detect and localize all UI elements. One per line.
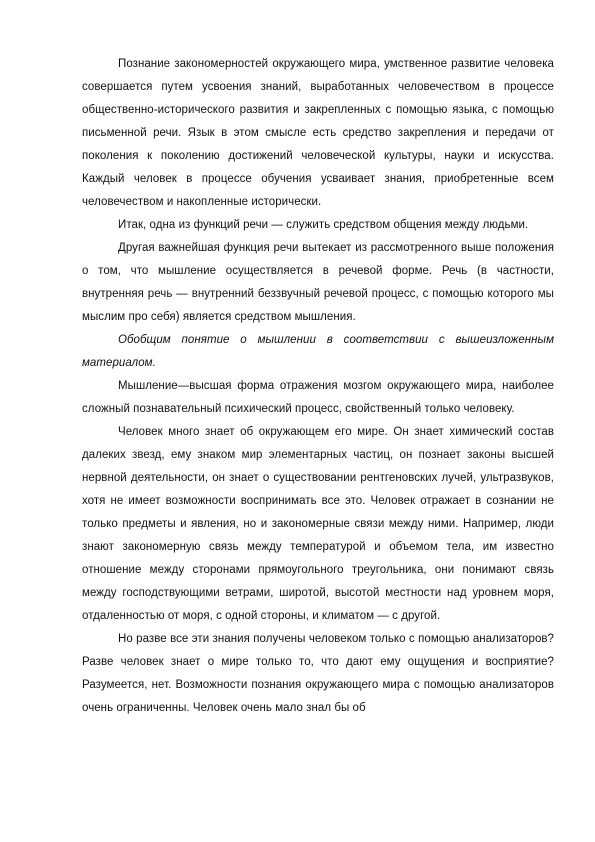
paragraph-2: Итак, одна из функций речи — служить средством общения между людьми. xyxy=(118,219,529,231)
document-body xyxy=(82,53,554,720)
paragraph-6: Человек много знает об окружающем его мире. Он знает химический состав далеких звезд, ему знаком мир элементарных частиц, он познает законы высшей нервной деятельности, он знает о существовании рентгеновских лучей, ультразвуков, хотя не имеет возможности воспринимать все это. Человек отражает в сознании не только предметы и явления, но и закономерные связи между ними. Например, люди знают закономерную связь между температурой и объемом тела, им известно отношение между сторонами прямоугольного треугольника, они понимают связь между господствующими ветрами, широтой, высотой местности над уровнем моря, отдаленностью от моря, с одной стороны, и климатом — с другой. xyxy=(82,426,554,622)
paragraph-5: Мышление—высшая форма отражения мозгом окружающего мира, наиболее сложный познавательный психический процесс, свойственный только человеку. xyxy=(82,380,554,415)
paragraph-7: Но разве все эти знания получены человеком только с помощью анализаторов? Разве человек знает о мире только то, что дают ему ощущения и восприятие? Разумеется, нет. Возможности познания окружающего мира с помощью анализаторов очень ограниченны. Человек очень мало знал бы об xyxy=(82,633,554,714)
paragraph-1: Познание закономерностей окружающего мира, умственное развитие человека совершается путем усвоения знаний, выработанных человечеством в процессе общественно-исторического развития и закрепленных с помощью языка, с помощью письменной речи. Язык в этом смысле есть средство закрепления и передачи от поколения к поколению достижений человеческой культуры, науки и искусства. Каждый человек в процессе обучения усваивает знания, приобретенные всем человечеством и накопленные исторически. xyxy=(82,58,554,208)
paragraph-4-italic: Обобщим понятие о мышлении в соответствии с вышеизложенным материалом. xyxy=(82,334,554,369)
paragraph-3: Другая важнейшая функция речи вытекает из рассмотренного выше положения о том, что мышление осуществляется в речевой форме. Речь (в частности, внутренняя речь — внутренний беззвучный речевой процесс, с помощью которого мы мыслим про себя) является средством мышления. xyxy=(82,242,554,323)
